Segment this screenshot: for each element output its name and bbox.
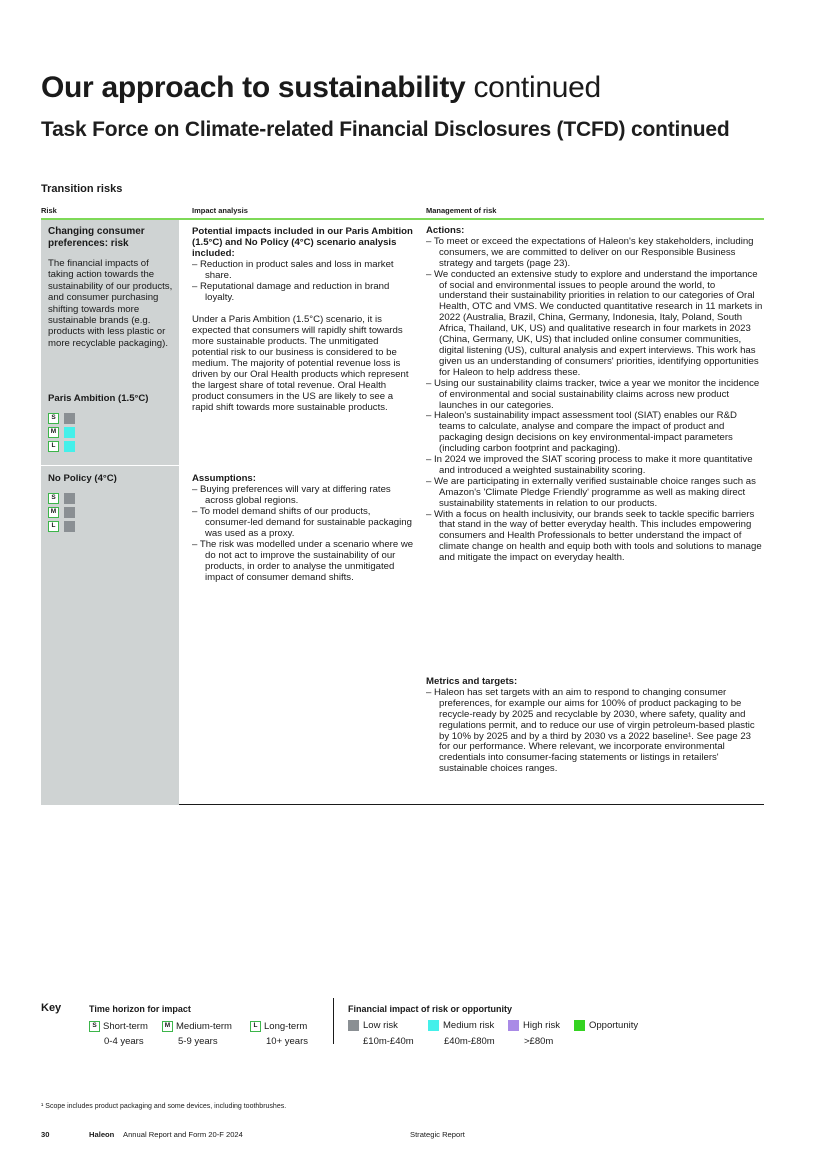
horizon-badge: S <box>89 1021 100 1032</box>
column-header-impact: Impact analysis <box>192 206 248 215</box>
opportunity-swatch <box>574 1020 585 1031</box>
nopolicy-long-term <box>48 520 75 532</box>
horizon-years: 10+ years <box>266 1036 308 1047</box>
page-number: 30 <box>41 1130 50 1139</box>
key-label: Key <box>41 1002 62 1014</box>
paris-medium-term <box>48 426 75 438</box>
financial-key-title: Financial impact of risk or opportunity <box>348 1004 513 1014</box>
action-item: – We are participating in externally verified sustainable choice ranges such as Amazon's 'Climate Pledge Friendly' programme as well as making direct sustainability statements in relation to our products. <box>426 475 756 509</box>
assumptions-heading: Assumptions: <box>192 473 256 484</box>
footnote: ¹ Scope includes product packaging and some devices, including toothbrushes. <box>41 1103 287 1110</box>
assumption-item: – Buying preferences will vary at differing rates across global regions. <box>192 484 391 506</box>
medium-risk-swatch <box>428 1020 439 1031</box>
action-item: – Haleon's sustainability impact assessment tool (SIAT) enables our R&D teams to calculate, analyse and compare the impact of product and packaging design decisions on key environmental-impact parameters (including carbon footprint and packaging). <box>426 410 737 455</box>
key-opportunity <box>574 1020 638 1031</box>
horizon-name: Short-term <box>103 1021 148 1032</box>
assumptions-block <box>192 473 414 583</box>
impact-square-low <box>64 507 75 518</box>
horizon-badge: S <box>48 413 59 424</box>
scenario-no-policy: No Policy (4°C) <box>48 473 117 484</box>
report-title: Annual Report and Form 20-F 2024 <box>123 1130 243 1139</box>
paris-short-term <box>48 412 75 424</box>
horizon-badge: M <box>162 1021 173 1032</box>
horizon-name: Long-term <box>264 1021 308 1032</box>
impact-square-low <box>64 413 75 424</box>
impact-heading: Potential impacts included in our Paris Ambition (1.5°C) and No Policy (4°C) scenario analysis included: <box>192 226 413 259</box>
key-short-term <box>89 1021 148 1032</box>
level-name: High risk <box>523 1020 560 1031</box>
section-label: Transition risks <box>41 183 123 195</box>
assumption-item: – To model demand shifts of our products, consumer-led demand for sustainable packaging was used as a proxy. <box>192 506 412 539</box>
column-header-management: Management of risk <box>426 206 497 215</box>
metrics-heading: Metrics and targets: <box>426 676 518 687</box>
horizon-badge: L <box>250 1021 261 1032</box>
paris-long-term <box>48 440 75 452</box>
table-bottom-rule <box>179 804 764 805</box>
level-name: Opportunity <box>589 1020 639 1031</box>
page-subtitle: Task Force on Climate-related Financial Disclosures (TCFD) continued <box>41 118 730 141</box>
brand-name: Haleon <box>89 1130 115 1139</box>
metrics-block <box>426 677 764 775</box>
impact-square-medium <box>64 441 75 452</box>
scenario-paris: Paris Ambition (1.5°C) <box>48 393 149 404</box>
impact-bullet: – Reduction in product sales and loss in market share. <box>192 259 394 281</box>
horizon-badge: M <box>48 507 59 518</box>
level-range: >£80m <box>524 1036 554 1047</box>
horizon-years: 0-4 years <box>104 1036 144 1047</box>
level-name: Low risk <box>363 1020 398 1031</box>
impact-bullet: – Reputational damage and reduction in brand loyalty. <box>192 281 390 303</box>
level-range: £10m-£40m <box>363 1036 414 1047</box>
title-bold: Our approach to sustainability <box>41 71 466 104</box>
horizon-badge: S <box>48 493 59 504</box>
title-continued: continued <box>473 71 601 104</box>
horizon-badge: L <box>48 521 59 532</box>
action-item: – To meet or exceed the expectations of Haleon's key stakeholders, including consumers, we are committed to deliver on our Responsible Business strategy and targets (page 23). <box>426 235 754 269</box>
high-risk-swatch <box>508 1020 519 1031</box>
nopolicy-medium-term <box>48 506 75 518</box>
risk-divider <box>41 465 179 466</box>
horizon-years: 5-9 years <box>178 1036 218 1047</box>
risk-description: The financial impacts of taking action towards the sustainability of our products, and consumer purchasing shifting towards more sustainable brands (e.g. products with less plastic or more recyclable packaging). <box>48 258 173 349</box>
key-high-risk <box>508 1020 560 1031</box>
key-medium-term <box>162 1021 232 1032</box>
metric-item: – Haleon has set targets with an aim to respond to changing consumer preferences, for example our aims for 100% of product packaging to be recycle-ready by 2025 and recyclable by 2030, where safety, quality and regulations permit, and to reduce our use of virgin petroleum-based plastic by 10% by 2025 and by a third by 2030 vs a 2022 baseline¹. See page 23 for our performance. Where relevant, we incorporate environmental credentials into consumer-facing statements or listings in retailers' sustainable choices ranges. <box>426 686 755 775</box>
horizon-badge: L <box>48 441 59 452</box>
page-title <box>41 70 601 106</box>
key-divider <box>333 998 334 1044</box>
section-name: Strategic Report <box>410 1130 465 1139</box>
actions-heading: Actions: <box>426 225 465 236</box>
low-risk-swatch <box>348 1020 359 1031</box>
actions-block <box>426 226 764 564</box>
horizon-key-title: Time horizon for impact <box>89 1004 191 1014</box>
horizon-name: Medium-term <box>176 1021 232 1032</box>
impact-square-low <box>64 493 75 504</box>
key-low-risk <box>348 1020 398 1031</box>
key-medium-risk <box>428 1020 494 1031</box>
column-header-risk: Risk <box>41 206 57 215</box>
key-long-term <box>250 1021 307 1032</box>
impact-paragraph: Under a Paris Ambition (1.5°C) scenario, it is expected that consumers will rapidly shift towards more sustainable products. The unmitigated potential risk to our business is considered to be medium. The majority of potential revenue loss is driven by our Oral Health products which represent the largest share of total revenue. Oral Health product consumers in the US are likely to see a rapid shift towards more sustainable products. <box>192 314 409 413</box>
level-name: Medium risk <box>443 1020 495 1031</box>
impact-square-medium <box>64 427 75 438</box>
action-item: – In 2024 we improved the SIAT scoring process to make it more quantitative and introduced a weighted sustainability scoring. <box>426 454 753 476</box>
horizon-badge: M <box>48 427 59 438</box>
impact-square-low <box>64 521 75 532</box>
action-item: – We conducted an extensive study to explore and understand the importance of social and environmental issues to people around the world, to understand their sustainability priorities in relation to our categories of Oral Health, OTC and VMS. We conducted quantitative research in 11 markets in 2022 (Australia, Brazil, China, Germany, Indonesia, Italy, Poland, South Africa, Thailand, UK, US) and qualitative research in four markets in 2023 (China, Germany, UK, US) that included online consumer communities, digital listening (US), cultural analysis and expert interviews. This work has given us an understanding of consumers' priorities, identifying opportunities for Haleon to help address these. <box>426 268 763 378</box>
risk-title: Changing consumer preferences: risk <box>48 226 145 249</box>
action-item: – Using our sustainability claims tracker, twice a year we monitor the incidence of environmental and social sustainability claims across new product launches in our categories. <box>426 377 760 411</box>
impact-analysis-block <box>192 226 414 413</box>
action-item: – With a focus on health inclusivity, our brands seek to tackle specific barriers that stand in the way of better everyday health. This includes empowering consumers and Health Professionals to better understand the impact of climate change on health and equip both with tools and solutions to manage and mitigate the impact on everyday health. <box>426 508 762 564</box>
nopolicy-short-term <box>48 492 75 504</box>
assumption-item: – The risk was modelled under a scenario where we do not act to improve the sustainability of our products, in order to analyse the unmitigated impact of consumer demand shifts. <box>192 539 414 583</box>
level-range: £40m-£80m <box>444 1036 495 1047</box>
